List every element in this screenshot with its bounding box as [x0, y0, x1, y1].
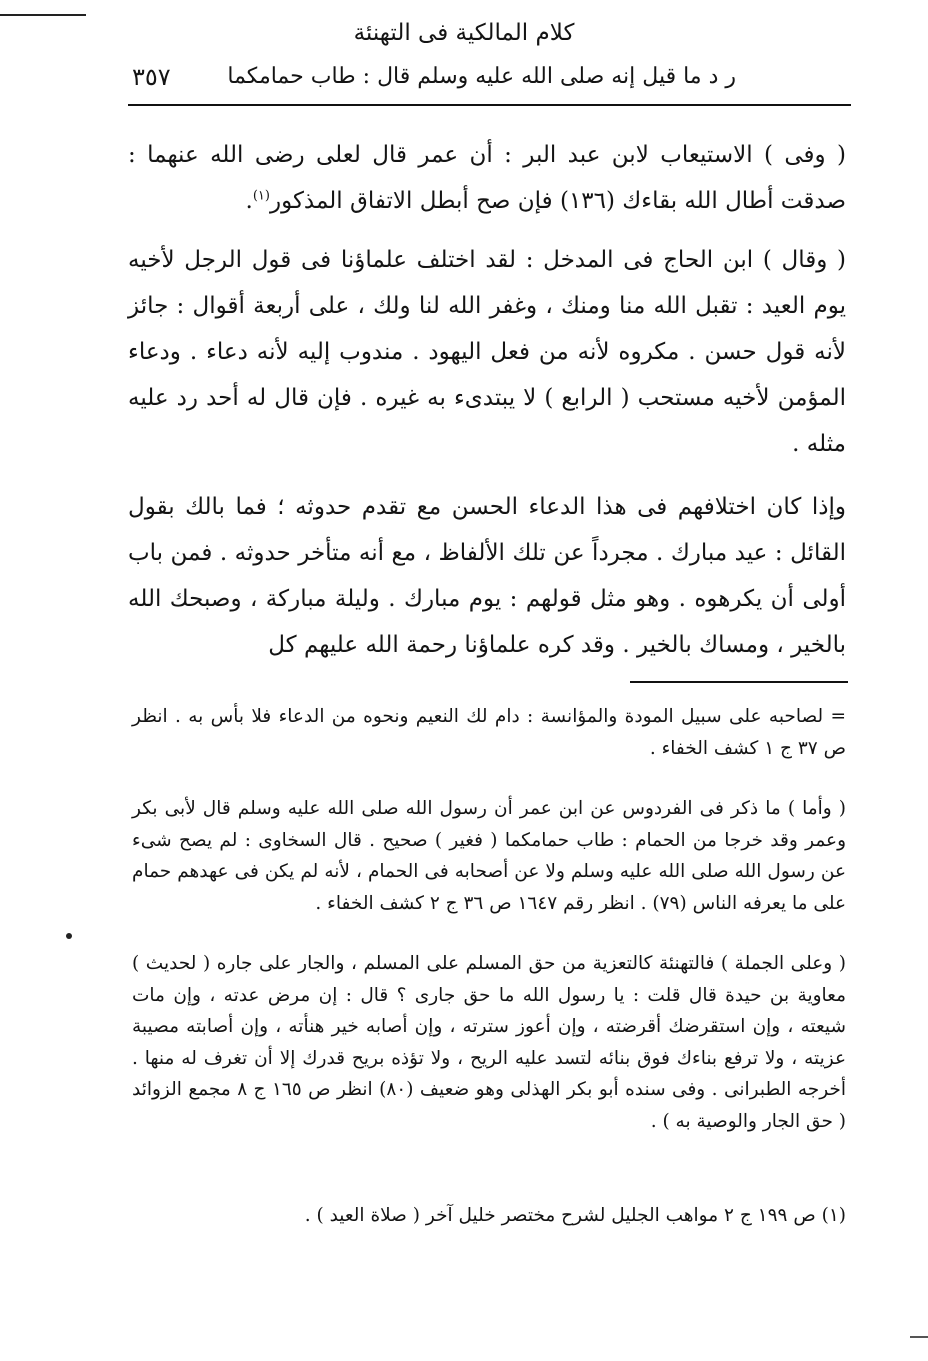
- footnote-paragraph-2: ( وأما ) ما ذكر فى الفردوس عن ابن عمر أن رسول الله صلى الله عليه وسلم قال لأبى بكر وعمر وقد خرجا من الحمام : طاب حمامكما ( فغير ) صحيح . قال السخاوى : لم يصح شىء عن رسول الله صلى الله عليه وسلم ولا عن أصحابه فى الحمام ، لأنه لم يكن فى عهدهم حمام على ما يعرفه الناس (٧٩) . انظر رقم ١٦٤٧ ص ٣٦ ج ٢ كشف الخفاء .: [132, 798, 846, 914]
- scan-speck: [66, 933, 72, 939]
- running-subtitle: ر د ما قيل إنه صلى الله عليه وسلم قال : طاب حمامكما: [227, 64, 736, 89]
- page-number: ٣٥٧: [132, 63, 171, 91]
- footnote-paragraph-1: = لصاحبه على سبيل المودة والمؤانسة : دام لك النعيم ونحوه من الدعاء فلا بأس به . انظر ص ٣٧ ج ١ كشف الخفاء .: [132, 706, 846, 759]
- body-paragraph-2: ( وقال ) ابن الحاج فى المدخل : لقد اختلف علماؤنا فى قول الرجل لأخيه يوم العيد : تقبل الله منا ومنك ، وغفر الله لنا ولك ، على أربعة أقوال : جائز لأنه قول حسن . مكروه لأنه من فعل اليهود . مندوب إليه لأنه دعاء . ودعاء المؤمن لأخيه مستحب ( الرابع ) لا يبتدىء به غيره . فإن قال له أحد رد عليه مثله .: [128, 247, 846, 457]
- footnote-ref: (١): [252, 188, 270, 204]
- footnote-separator: [630, 681, 848, 683]
- footnote-paragraph-3: ( وعلى الجملة ) فالتهنئة كالتعزية من حق المسلم على المسلم ، والجار على جاره ( لحديث ) معاوية بن حيدة قال قلت : يا رسول الله ما حق جارى ؟ قال : إن مرض عدته ، وإن مات شيعته ، وإن استقرضك أقرضته ، وإن أعوز سترته ، وإن أصابه خير هنأته ، وإن أصابته مصيبة عزيته ، ولا ترفع بناءك فوق بنائه لتسد عليه الريح ، ولا تؤذه بريح قدرك إلا أن تغرف له منها . أخرجه الطبرانى . وفى سنده أبو بكر الهذلى وهو ضعيف (٨٠) انظر ص ١٦٥ ج ٨ مجمع الزوائد ( حق الجار والوصية به ) .: [132, 953, 847, 1132]
- paragraph-end: .: [245, 188, 253, 214]
- header-rule: [128, 104, 851, 106]
- footnote-paragraph-4: (١) ص ١٩٩ ج ٢ مواهب الجليل لشرح مختصر خليل آخر ( صلاة العيد ) .: [304, 1205, 846, 1226]
- running-header: [132, 60, 736, 94]
- running-title: كلام المالكية فى التهنئة: [353, 20, 575, 46]
- body-paragraph-1: [128, 132, 846, 224]
- scan-edge-mark: [910, 1336, 928, 1338]
- paragraph-text: ( وفى ) الاستيعاب لابن عبد البر : أن عمر قال لعلى رضى الله عنهما : صدقت أطال الله بقاءك (١٣٦) فإن صح أبطل الاتفاق المذكور: [128, 142, 846, 214]
- body-paragraph-3: وإذا كان اختلافهم فى هذا الدعاء الحسن مع تقدم حدوثه ؛ فما بالك بقول القائل : عيد مبارك . مجرداً عن تلك الألفاظ ، مع أنه متأخر حدوثه . فمن باب أولى أن يكرهوه . وهو مثل قولهم : يوم مبارك . وليلة مباركة ، وصبحك الله بالخير ، ومساك بالخير . وقد كره علماؤنا رحمة الله عليهم كل: [128, 494, 846, 658]
